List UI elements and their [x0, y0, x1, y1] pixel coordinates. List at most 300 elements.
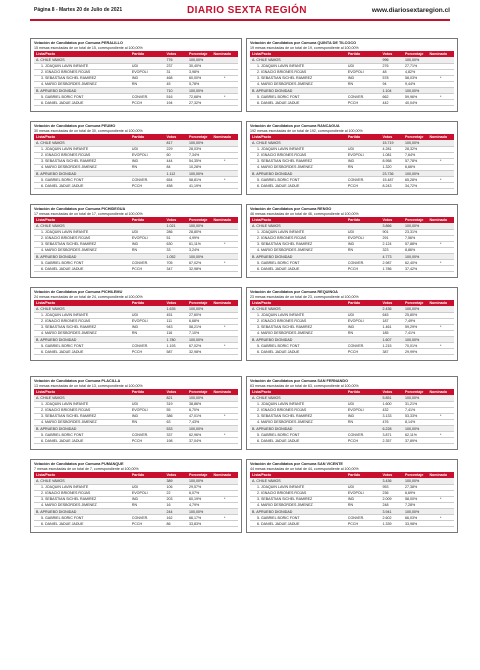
- cell-name: 3. SEBASTIAN SICHEL RAMIREZ: [250, 324, 346, 330]
- column-header: Partido: [130, 217, 165, 223]
- cell-name: 2. IGNACIO BRIONES ROJAS: [34, 152, 130, 158]
- cell-percent: 3,24%: [187, 247, 211, 253]
- column-header: Porcentaje: [187, 217, 211, 223]
- cell-nominated: [211, 521, 238, 527]
- cell-votes: 276: [381, 63, 403, 69]
- cell-votes: 645: [381, 312, 403, 318]
- cell-nominated: *: [211, 158, 238, 164]
- candidate-row: [250, 349, 454, 355]
- cell-votes: 94: [381, 81, 403, 87]
- cell-percent: 6,69%: [403, 490, 427, 496]
- cell-votes: 3.866: [381, 223, 403, 229]
- cell-percent: 37,89%: [403, 438, 427, 444]
- panel-subtitle: 63 mesas escrutadas de un total de 63, correspondiente al 100,00%: [250, 383, 359, 388]
- cell-name: 4. MARIO DESBORDES JIMENEZ: [34, 164, 130, 170]
- cell-percent: 100,00%: [187, 306, 211, 312]
- cell-name: 2. IGNACIO BRIONES ROJAS: [34, 318, 130, 324]
- cell-name: 3. SEBASTIAN SICHEL RAMIREZ: [34, 241, 130, 247]
- newspaper-title: DIARIO SEXTA REGIÓN: [187, 4, 307, 16]
- cell-name: B. APRUEBO DIGNIDAD: [250, 87, 346, 93]
- column-header: Votos: [165, 51, 187, 57]
- cell-percent: 28,32%: [403, 146, 427, 152]
- cell-party: RN: [130, 502, 165, 508]
- cell-percent: 62,96%: [187, 432, 211, 438]
- cell-name: 6. DANIEL JADUE JADUE: [250, 349, 346, 355]
- cell-votes: 996: [381, 57, 403, 63]
- cell-name: 4. MARIO DESBORDES JIMENEZ: [34, 81, 130, 87]
- cell-name: 6. DANIEL JADUE JADUE: [250, 183, 346, 189]
- cell-percent: 70,01%: [403, 343, 427, 349]
- cell-name: B. APRUEBO DIGNIDAD: [250, 425, 346, 431]
- column-header: Porcentaje: [403, 472, 427, 478]
- cell-nominated: [211, 183, 238, 189]
- cell-votes: 943: [165, 324, 187, 330]
- cell-name: B. APRUEBO DIGNIDAD: [34, 425, 130, 431]
- cell-nominated: *: [211, 432, 238, 438]
- panel-title: Votación de Candidatos por Comuna SAN VICENTE: [250, 462, 343, 466]
- results-panel: [30, 459, 242, 533]
- panel-subtitle: 44 mesas escrutadas de un total de 44, correspondiente al 100,00%: [250, 466, 359, 471]
- panel-subtitle: 13 mesas escrutadas de un total de 13, correspondiente al 100,00%: [34, 383, 143, 388]
- cell-party: PCCH: [130, 521, 165, 527]
- cell-name: A. CHILE VAMOS: [34, 57, 130, 63]
- column-header: Lista/Pacto: [34, 472, 130, 478]
- cell-name: 3. SEBASTIAN SICHEL RAMIREZ: [250, 241, 346, 247]
- cell-percent: 29,57%: [187, 484, 211, 490]
- cell-name: B. APRUEBO DIGNIDAD: [34, 87, 130, 93]
- cell-percent: 65,28%: [403, 177, 427, 183]
- cell-party: IND: [130, 413, 165, 419]
- results-panel: [246, 287, 458, 361]
- cell-party: UDI: [346, 401, 381, 407]
- cell-votes: 229: [165, 146, 187, 152]
- cell-percent: 58,21%: [187, 324, 211, 330]
- cell-party: UDI: [346, 63, 381, 69]
- cell-votes: 33: [165, 247, 187, 253]
- cell-percent: 30,40%: [187, 63, 211, 69]
- column-header: Votos: [381, 389, 403, 395]
- cell-party: RN: [346, 247, 381, 253]
- cell-percent: 29,99%: [403, 349, 427, 355]
- website-link[interactable]: www.diariosextaregion.cl: [371, 6, 450, 14]
- panel-title: Votación de Candidatos por Comuna SAN FERNANDO: [250, 379, 349, 383]
- cell-votes: 587: [165, 349, 187, 355]
- cell-percent: 6,70%: [187, 407, 211, 413]
- cell-votes: 236: [381, 490, 403, 496]
- cell-party: PCCH: [346, 349, 381, 355]
- cell-party: PCCH: [130, 183, 165, 189]
- cell-name: 5. GABRIEL BORIC FONT: [34, 177, 130, 183]
- panel-title: Votación de Candidatos por Comuna PERALILLO: [34, 41, 123, 45]
- cell-party: PCCH: [130, 438, 165, 444]
- cell-name: 1. JOAQUIN LAVIN INFANTE: [250, 401, 346, 407]
- cell-percent: 37,42%: [403, 266, 427, 272]
- cell-party: IND: [346, 413, 381, 419]
- cell-percent: 4,79%: [187, 502, 211, 508]
- cell-name: 4. MARIO DESBORDES JIMENEZ: [34, 247, 130, 253]
- results-table: [250, 389, 454, 444]
- cell-nominated: *: [427, 515, 454, 521]
- cell-votes: 953: [381, 484, 403, 490]
- cell-name: 1. JOAQUIN LAVIN INFANTE: [250, 229, 346, 235]
- cell-name: 6. DANIEL JADUE JADUE: [250, 266, 346, 272]
- column-header: Votos: [165, 217, 187, 223]
- column-header: Lista/Pacto: [34, 134, 130, 140]
- cell-votes: 2.124: [381, 241, 403, 247]
- cell-votes: 116: [165, 330, 187, 336]
- cell-votes: 2.357: [381, 438, 403, 444]
- cell-percent: 100,00%: [403, 57, 427, 63]
- cell-nominated: *: [427, 75, 454, 81]
- cell-party: CONVER.: [346, 94, 381, 100]
- cell-party: IND: [130, 496, 165, 502]
- column-header: Partido: [130, 51, 165, 57]
- cell-name: 3. SEBASTIAN SICHEL RAMIREZ: [34, 413, 130, 419]
- column-header: Partido: [346, 217, 381, 223]
- cell-percent: 37,04%: [187, 438, 211, 444]
- cell-votes: 106: [165, 484, 187, 490]
- cell-nominated: *: [211, 413, 238, 419]
- cell-name: 1. JOAQUIN LAVIN INFANTE: [34, 229, 130, 235]
- cell-party: CONVER.: [130, 260, 165, 266]
- cell-votes: 22: [165, 490, 187, 496]
- column-header: Lista/Pacto: [250, 217, 346, 223]
- cell-party: UDI: [130, 146, 165, 152]
- cell-percent: 59,29%: [403, 324, 427, 330]
- cell-votes: 705: [165, 260, 187, 266]
- cell-name: 2. IGNACIO BRIONES ROJAS: [34, 407, 130, 413]
- cell-percent: 100,00%: [187, 425, 211, 431]
- cell-name: A. CHILE VAMOS: [34, 223, 130, 229]
- column-header: Nominado: [211, 472, 238, 478]
- cell-nominated: *: [211, 260, 238, 266]
- results-panel: [30, 287, 242, 361]
- cell-percent: 66,03%: [403, 515, 427, 521]
- cell-name: 5. GABRIEL BORIC FONT: [34, 343, 130, 349]
- cell-nominated: [211, 349, 238, 355]
- cell-percent: 66,17%: [187, 515, 211, 521]
- header-rule: [30, 19, 450, 21]
- column-header: Porcentaje: [403, 217, 427, 223]
- cell-party: PCCH: [130, 349, 165, 355]
- cell-percent: 9,44%: [403, 81, 427, 87]
- cell-name: 2. IGNACIO BRIONES ROJAS: [250, 318, 346, 324]
- cell-votes: 15.487: [381, 177, 403, 183]
- cell-percent: 61,11%: [187, 241, 211, 247]
- cell-percent: 100,00%: [187, 140, 211, 146]
- cell-percent: 100,00%: [403, 223, 427, 229]
- column-header: Porcentaje: [187, 472, 211, 478]
- cell-percent: 100,00%: [403, 170, 427, 176]
- cell-party: UDI: [346, 484, 381, 490]
- cell-nominated: [427, 521, 454, 527]
- cell-party: UDI: [130, 229, 165, 235]
- column-header: Nominado: [427, 389, 454, 395]
- cell-votes: 776: [165, 57, 187, 63]
- cell-party: CONVER.: [346, 432, 381, 438]
- panel-subtitle: 7 mesas escrutadas de un total de 7, correspondiente al 100,00%: [34, 466, 139, 471]
- cell-votes: 48: [381, 69, 403, 75]
- cell-percent: 3,98%: [187, 69, 211, 75]
- column-header: Lista/Pacto: [250, 51, 346, 57]
- cell-votes: 386: [165, 413, 187, 419]
- cell-name: A. CHILE VAMOS: [34, 140, 130, 146]
- cell-name: 4. MARIO DESBORDES JIMENEZ: [34, 330, 130, 336]
- cell-votes: 1.786: [381, 266, 403, 272]
- results-table: [250, 134, 454, 189]
- cell-party: IND: [346, 241, 381, 247]
- cell-party: EVOPOLI: [346, 318, 381, 324]
- column-header: Nominado: [427, 51, 454, 57]
- cell-votes: 291: [381, 235, 403, 241]
- cell-party: CONVER.: [346, 260, 381, 266]
- cell-votes: 1.215: [381, 343, 403, 349]
- cell-name: 2. IGNACIO BRIONES ROJAS: [34, 235, 130, 241]
- cell-name: 4. MARIO DESBORDES JIMENEZ: [250, 419, 346, 425]
- cell-percent: 100,00%: [187, 395, 211, 401]
- cell-nominated: *: [427, 260, 454, 266]
- column-header: Votos: [165, 134, 187, 140]
- page-header: [0, 0, 480, 20]
- cell-votes: 2.009: [381, 496, 403, 502]
- column-header: Porcentaje: [187, 51, 211, 57]
- cell-votes: 203: [165, 496, 187, 502]
- cell-name: 5. GABRIEL BORIC FONT: [250, 515, 346, 521]
- cell-party: IND: [130, 75, 165, 81]
- cell-name: 1. JOAQUIN LAVIN INFANTE: [250, 63, 346, 69]
- cell-nominated: [427, 349, 454, 355]
- cell-votes: 1.320: [381, 164, 403, 170]
- cell-name: 2. IGNACIO BRIONES ROJAS: [250, 490, 346, 496]
- cell-name: 6. DANIEL JADUE JADUE: [34, 183, 130, 189]
- cell-percent: 23,31%: [403, 229, 427, 235]
- candidate-row: [34, 266, 238, 272]
- cell-nominated: *: [211, 496, 238, 502]
- cell-name: 6. DANIEL JADUE JADUE: [34, 438, 130, 444]
- cell-party: EVOPOLI: [346, 235, 381, 241]
- cell-votes: 1.021: [165, 223, 187, 229]
- cell-name: 5. GABRIEL BORIC FONT: [250, 177, 346, 183]
- cell-percent: 100,00%: [403, 478, 427, 484]
- cell-party: UDI: [346, 146, 381, 152]
- cell-percent: 62,40%: [403, 260, 427, 266]
- cell-votes: 162: [165, 515, 187, 521]
- cell-votes: 15.719: [381, 140, 403, 146]
- cell-percent: 4,82%: [403, 69, 427, 75]
- results-panel: [30, 204, 242, 278]
- column-header: Lista/Pacto: [34, 217, 130, 223]
- cell-name: B. APRUEBO DIGNIDAD: [34, 336, 130, 342]
- cell-nominated: *: [211, 75, 238, 81]
- cell-party: UDI: [346, 229, 381, 235]
- cell-name: 3. SEBASTIAN SICHEL RAMIREZ: [34, 75, 130, 81]
- cell-party: PCCH: [130, 266, 165, 272]
- column-header: Votos: [381, 300, 403, 306]
- cell-votes: 8.243: [381, 183, 403, 189]
- cell-name: 3. SEBASTIAN SICHEL RAMIREZ: [34, 324, 130, 330]
- cell-percent: 33,98%: [403, 521, 427, 527]
- cell-name: B. APRUEBO DIGNIDAD: [250, 508, 346, 514]
- cell-votes: 237: [165, 63, 187, 69]
- cell-party: EVOPOLI: [130, 407, 165, 413]
- cell-votes: 1.600: [381, 401, 403, 407]
- column-header: Partido: [346, 300, 381, 306]
- cell-party: RN: [346, 330, 381, 336]
- cell-party: EVOPOLI: [130, 152, 165, 158]
- cell-party: CONVER.: [130, 94, 165, 100]
- cell-party: EVOPOLI: [346, 152, 381, 158]
- column-header: Nominado: [427, 472, 454, 478]
- column-header: Votos: [165, 300, 187, 306]
- cell-nominated: [211, 266, 238, 272]
- cell-nominated: [427, 100, 454, 106]
- cell-party: PCCH: [346, 438, 381, 444]
- cell-party: CONVER.: [130, 177, 165, 183]
- cell-percent: 100,00%: [187, 508, 211, 514]
- column-header: Porcentaje: [403, 389, 427, 395]
- cell-percent: 32,98%: [187, 266, 211, 272]
- cell-name: A. CHILE VAMOS: [34, 306, 130, 312]
- cell-name: 1. JOAQUIN LAVIN INFANTE: [250, 484, 346, 490]
- cell-percent: 100,00%: [187, 336, 211, 342]
- cell-name: B. APRUEBO DIGNIDAD: [250, 336, 346, 342]
- column-header: Nominado: [211, 134, 238, 140]
- results-panel: [30, 376, 242, 450]
- cell-party: PCCH: [346, 521, 381, 527]
- cell-votes: 55: [165, 407, 187, 413]
- cell-votes: 31: [165, 69, 187, 75]
- column-header: Porcentaje: [403, 51, 427, 57]
- cell-votes: 451: [165, 312, 187, 318]
- cell-party: RN: [346, 164, 381, 170]
- cell-name: 5. GABRIEL BORIC FONT: [250, 343, 346, 349]
- cell-votes: 444: [165, 158, 187, 164]
- cell-percent: 28,80%: [187, 229, 211, 235]
- candidate-row: [34, 521, 238, 527]
- candidate-row: [250, 183, 454, 189]
- cell-percent: 57,78%: [403, 158, 427, 164]
- cell-percent: 54,35%: [187, 158, 211, 164]
- cell-name: 4. MARIO DESBORDES JIMENEZ: [250, 164, 346, 170]
- cell-votes: 248: [381, 502, 403, 508]
- cell-percent: 58,03%: [403, 75, 427, 81]
- cell-percent: 4,99%: [187, 235, 211, 241]
- cell-name: 2. IGNACIO BRIONES ROJAS: [34, 69, 130, 75]
- cell-name: A. CHILE VAMOS: [250, 395, 346, 401]
- cell-percent: 38,86%: [187, 401, 211, 407]
- cell-votes: 662: [381, 94, 403, 100]
- cell-votes: 468: [165, 75, 187, 81]
- cell-party: CONVER.: [346, 177, 381, 183]
- cell-votes: 1.635: [165, 306, 187, 312]
- cell-party: PCCH: [130, 100, 165, 106]
- cell-name: B. APRUEBO DIGNIDAD: [250, 253, 346, 259]
- cell-party: EVOPOLI: [130, 318, 165, 324]
- cell-party: EVOPOLI: [130, 69, 165, 75]
- cell-percent: 27,32%: [187, 100, 211, 106]
- cell-percent: 7,56%: [403, 235, 427, 241]
- cell-name: 1. JOAQUIN LAVIN INFANTE: [34, 146, 130, 152]
- panel-title: Votación de Candidatos por Comuna REQUINOA: [250, 290, 338, 294]
- cell-votes: 442: [381, 100, 403, 106]
- cell-party: CONVER.: [130, 515, 165, 521]
- cell-nominated: [427, 183, 454, 189]
- panel-title: Votación de Candidatos por Comuna QUINTA DE TILCOCO: [250, 41, 357, 45]
- cell-votes: 1.081: [381, 152, 403, 158]
- cell-party: EVOPOLI: [346, 490, 381, 496]
- cell-votes: 185: [381, 330, 403, 336]
- cell-party: RN: [130, 81, 165, 87]
- cell-votes: 8.958: [381, 158, 403, 164]
- cell-name: B. APRUEBO DIGNIDAD: [34, 170, 130, 176]
- cell-party: UDI: [346, 312, 381, 318]
- cell-percent: 7,41%: [403, 407, 427, 413]
- cell-name: A. CHILE VAMOS: [34, 395, 130, 401]
- cell-percent: 57,88%: [403, 241, 427, 247]
- cell-votes: 6.228: [381, 425, 403, 431]
- results-panel: [246, 459, 458, 533]
- cell-percent: 100,00%: [187, 223, 211, 229]
- column-header: Votos: [381, 134, 403, 140]
- column-header: Porcentaje: [187, 389, 211, 395]
- cell-nominated: *: [427, 343, 454, 349]
- cell-votes: 63: [165, 419, 187, 425]
- cell-votes: 1.339: [381, 521, 403, 527]
- cell-name: 3. SEBASTIAN SICHEL RAMIREZ: [250, 413, 346, 419]
- cell-votes: 337: [165, 432, 187, 438]
- cell-percent: 7,43%: [187, 419, 211, 425]
- cell-name: 3. SEBASTIAN SICHEL RAMIREZ: [34, 158, 130, 164]
- cell-party: IND: [346, 496, 381, 502]
- cell-votes: 51: [165, 235, 187, 241]
- cell-party: EVOPOLI: [130, 490, 165, 496]
- column-header: Nominado: [211, 300, 238, 306]
- panel-title: Votación de Candidatos por Comuna PICHILEMU: [34, 290, 123, 294]
- cell-percent: 47,01%: [187, 413, 211, 419]
- cell-percent: 8,86%: [403, 247, 427, 253]
- cell-votes: 578: [381, 75, 403, 81]
- cell-nominated: *: [211, 515, 238, 521]
- candidate-row: [250, 266, 454, 272]
- cell-percent: 7,41%: [403, 330, 427, 336]
- cell-name: A. CHILE VAMOS: [250, 223, 346, 229]
- cell-percent: 7,28%: [403, 502, 427, 508]
- cell-votes: 901: [381, 229, 403, 235]
- panel-subtitle: 24 mesas escrutadas de un total de 24, correspondiente al 100,00%: [34, 294, 143, 299]
- cell-name: B. APRUEBO DIGNIDAD: [250, 170, 346, 176]
- panel-title: Votación de Candidatos por Comuna PLACILLA: [34, 379, 121, 383]
- cell-percent: 53,33%: [403, 413, 427, 419]
- candidate-row: [250, 521, 454, 527]
- cell-votes: 347: [165, 266, 187, 272]
- cell-party: IND: [346, 158, 381, 164]
- cell-votes: 821: [165, 395, 187, 401]
- cell-nominated: *: [427, 413, 454, 419]
- cell-name: 4. MARIO DESBORDES JIMENEZ: [34, 419, 130, 425]
- cell-votes: 630: [165, 241, 187, 247]
- cell-nominated: *: [211, 241, 238, 247]
- column-header: Partido: [346, 472, 381, 478]
- cell-percent: 59,96%: [403, 94, 427, 100]
- cell-votes: 4.773: [381, 253, 403, 259]
- cell-party: IND: [346, 75, 381, 81]
- cell-name: 5. GABRIEL BORIC FONT: [34, 432, 130, 438]
- cell-name: 1. JOAQUIN LAVIN INFANTE: [34, 401, 130, 407]
- cell-party: CONVER.: [130, 432, 165, 438]
- cell-percent: 100,00%: [187, 170, 211, 176]
- cell-percent: 67,02%: [187, 343, 211, 349]
- column-header: Votos: [381, 217, 403, 223]
